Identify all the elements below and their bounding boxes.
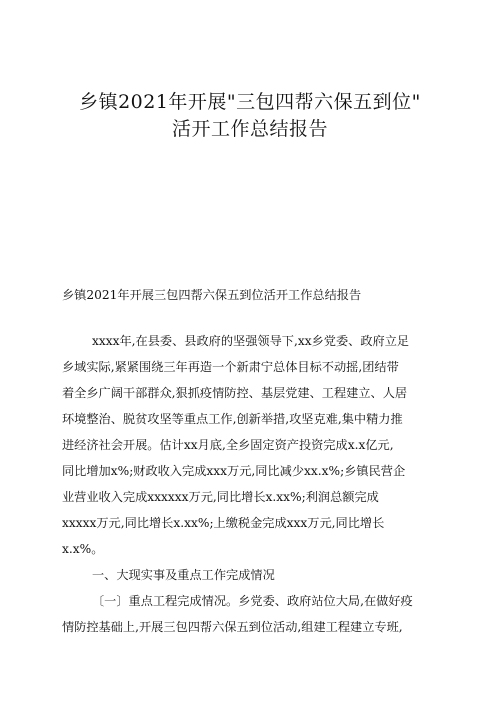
body-line: 乡域实际,紧紧围绕三年再造一个新肃宁总体目标不动摇,团结带 [62, 360, 399, 374]
body-line: 同比增加x%;财政收入完成xxx万元,同比减少xx.x%;乡镇民营企 [62, 464, 406, 478]
document-title-line-1: 乡镇2021年开展"三包四帮六保五到位" [79, 91, 421, 113]
body-line: 环境整治、脱贫攻坚等重点工作,创新举措,攻坚克难,集中精力推 [62, 412, 403, 426]
section-heading: 一、大现实事及重点工作完成情况 [92, 568, 275, 582]
body-line: 业营业收入完成xxxxxx万元,同比增长x.xx%;利润总额完成 [62, 490, 379, 504]
body-line: 着全乡广阔干部群众,狠抓疫情防控、基层党建、工程建立、人居 [62, 386, 408, 400]
body-line: x.x%。 [62, 542, 104, 556]
document-title-line-2: 活开工作总结报告 [171, 118, 328, 140]
body-line: 情防控基础上,开展三包四帮六保五到位活动,组建工程建立专班, [62, 620, 403, 634]
body-line: xxxx年,在县委、县政府的坚强领导下,xx乡党委、政府立足 [92, 334, 410, 348]
body-line: 〔一〕重点工程完成情况。乡党委、政府站位大局,在做好疫 [92, 594, 413, 608]
body-line: xxxxx万元,同比增长x.xx%;上缴税金完成xxx万元,同比增长 [62, 516, 385, 530]
document-subtitle: 乡镇2021年开展三包四帮六保五到位活开工作总结报告 [62, 288, 362, 302]
body-line: 进经济社会开展。估计xx月底,全乡固定资产投资完成x.x亿元, [62, 438, 394, 452]
